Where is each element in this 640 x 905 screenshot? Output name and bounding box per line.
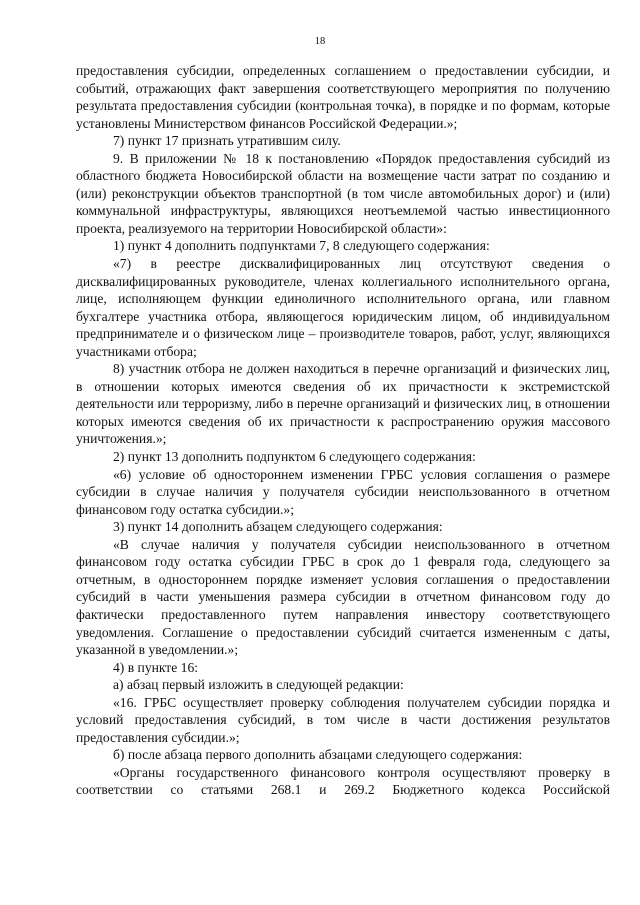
paragraph-item-9: 9. В приложении № 18 к постановлению «Порядок предоставления субсидий из областного бюджета Новосибирской области на возмещение части затрат по созданию и (или) реконструкции объектов транспортной (в том числе автомобильных дорог) и (или) коммунальной инфраструктуры, являющихся неотъемлемой частью инвестиционного проекта, реализуемого на территории Новосибирской области»: [76,150,610,236]
paragraph-quote-control: «Органы государственного финансового контроля осуществляют проверку в соответствии со статьями 268.1 и 269.2 Бюджетного кодекса Российской [76,764,610,798]
paragraph-subitem-1: 1) пункт 4 дополнить подпунктами 7, 8 следующего содержания: [113,238,490,254]
paragraph-quote-6: «6) условие об одностороннем изменении ГРБС условия соглашения о размере субсидии в случае наличия у получателя субсидии неиспользованного в отчетном финансовом году остатка субсидии.»; [76,466,610,517]
paragraph-item-7: 7) пункт 17 признать утратившим силу. [113,133,341,149]
paragraph-quote-remainder: «В случае наличия у получателя субсидии неиспользованного в отчетном финансовом году остатка субсидии ГРБС в срок до 1 февраля года, следующего за отчетным, в одностороннем порядке изменяет условия соглашения о предоставлении субсидий в части уменьшения размера субсидии в отчетном финансовом году до фактически предоставленного путем направления инвестору соответствующего уведомления. Соглашение о предоставлении субсидий считается измененным с даты, указанной в уведомлении.»; [76,536,610,658]
paragraph-quote-7: «7) в реестре дисквалифицированных лиц отсутствуют сведения о дисквалифицированных руководителе, членах коллегиального исполнительного органа, лице, исполняющем функции единоличного исполнительного органа, или главном бухгалтере участника отбора, являющегося юридическим лицом, об индивидуальном предпринимателе и о физическом лице – производителе товаров, работ, услуг, являющихся участниками отбора; [76,256,610,359]
paragraph-subitem-a: а) абзац первый изложить в следующей редакции: [113,677,404,693]
paragraph-subitem-3: 3) пункт 14 дополнить абзацем следующего содержания: [113,519,443,535]
paragraph-subitem-b: б) после абзаца первого дополнить абзацами следующего содержания: [113,747,523,763]
document-body [76,62,610,799]
page-number: 18 [314,36,326,47]
paragraph-continuation: предоставления субсидии, определенных соглашением о предоставлении субсидии, и событий, отражающих факт завершения соответствующего мероприятия по получению результата предоставления субсидии (контрольная точка), в порядке и по формам, которые установлены Министерством финансов Российской Федерации.»; [76,63,610,131]
paragraph-quote-16: «16. ГРБС осуществляет проверку соблюдения получателем субсидии порядка и условий предоставления субсидий, в том числе в части достижения результатов предоставления субсидии.»; [76,694,610,745]
paragraph-subitem-2: 2) пункт 13 дополнить подпунктом 6 следующего содержания: [113,449,476,465]
paragraph-quote-8: 8) участник отбора не должен находиться в перечне организаций и физических лиц, в отношении которых имеются сведения об их причастности к экстремистской деятельности или терроризму, либо в перечне организаций и физических лиц, в отношении которых имеются сведения об их причастности к распространению оружия массового уничтожения.»; [76,361,610,447]
paragraph-subitem-4: 4) в пункте 16: [113,659,199,675]
